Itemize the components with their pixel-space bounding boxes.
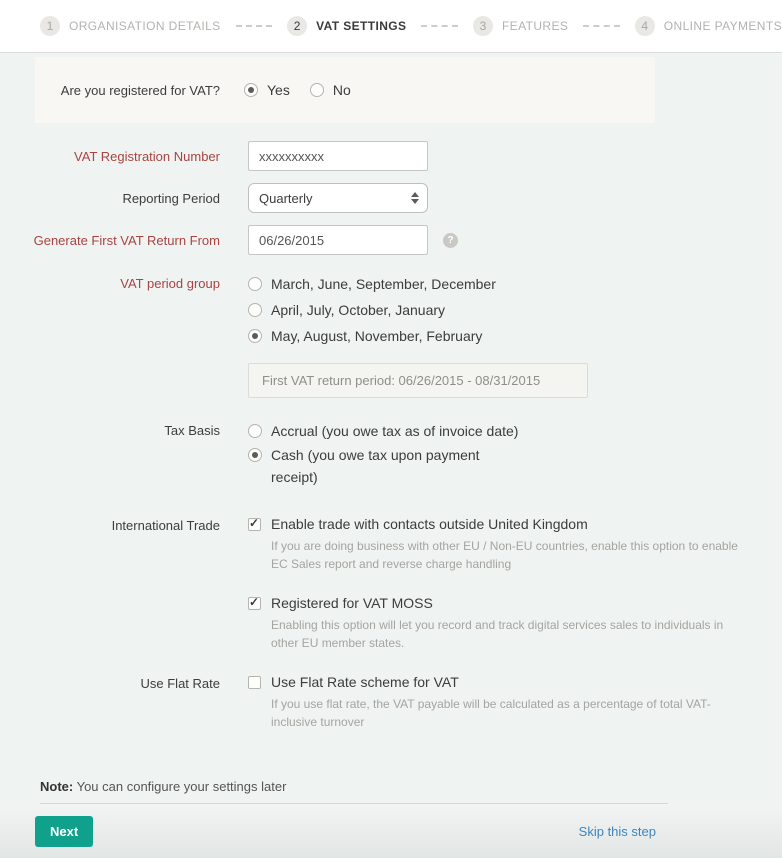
help-icon[interactable]: ? xyxy=(443,233,458,248)
step-connector-dash xyxy=(236,25,273,27)
step-label: ORGANISATION DETAILS xyxy=(69,19,221,33)
vat-period-may-radio[interactable] xyxy=(248,329,262,343)
flat-rate-option[interactable] xyxy=(248,674,741,690)
vat-period-group-row xyxy=(0,271,782,349)
vat-period-mar-radio[interactable] xyxy=(248,277,262,291)
step-label: VAT SETTINGS xyxy=(316,19,407,33)
vat-registration-number-row xyxy=(0,141,782,171)
vat-period-option-apr[interactable] xyxy=(248,297,496,323)
use-flat-rate-label: Use Flat Rate xyxy=(140,676,220,691)
tax-basis-label: Tax Basis xyxy=(164,423,220,438)
step-connector-dash xyxy=(583,25,620,27)
vat-period-apr-label: April, July, October, January xyxy=(271,302,446,318)
flat-rate-checkbox[interactable] xyxy=(248,676,261,689)
reporting-period-select[interactable] xyxy=(248,183,428,213)
vat-registered-yes-radio[interactable] xyxy=(244,83,258,97)
step-number-badge: 2 xyxy=(287,16,307,36)
vat-settings-form xyxy=(0,123,782,804)
tax-basis-row xyxy=(0,418,782,488)
first-vat-return-period-info: First VAT return period: 06/26/2015 - 08/31/2015 xyxy=(248,363,588,398)
step-number-badge: 4 xyxy=(635,16,655,36)
step-label: FEATURES xyxy=(501,19,569,33)
vat-registered-question-label: Are you registered for VAT? xyxy=(60,82,220,98)
step-connector-dash xyxy=(421,25,458,27)
enable-trade-checkbox[interactable] xyxy=(248,518,261,531)
tax-basis-cash-radio[interactable] xyxy=(248,448,262,462)
step-number-badge: 1 xyxy=(40,16,60,36)
vat-registered-no-radio[interactable] xyxy=(310,83,324,97)
note-text: You can configure your settings later xyxy=(73,779,287,794)
vat-registered-no-option[interactable] xyxy=(310,77,351,103)
tax-basis-accrual-radio[interactable] xyxy=(248,424,262,438)
stepper-step-organisation-details[interactable] xyxy=(40,16,221,36)
vat-moss-checkbox[interactable] xyxy=(248,597,261,610)
flat-rate-label: Use Flat Rate scheme for VAT xyxy=(271,674,459,690)
generate-first-vat-return-row xyxy=(0,225,782,255)
step-label: ONLINE PAYMENTS xyxy=(663,19,782,33)
vat-period-option-may[interactable] xyxy=(248,323,496,349)
vat-period-may-label: May, August, November, February xyxy=(271,328,483,344)
tax-basis-accrual-option[interactable] xyxy=(248,418,518,444)
vat-period-mar-label: March, June, September, December xyxy=(271,276,496,292)
tax-basis-cash-label: Cash (you owe tax upon payment receipt) xyxy=(271,447,480,485)
generate-first-vat-return-label: Generate First VAT Return From xyxy=(33,233,220,248)
stepper-step-vat-settings[interactable] xyxy=(287,16,406,36)
stepper-step-online-payments[interactable] xyxy=(635,16,782,36)
vat-period-apr-radio[interactable] xyxy=(248,303,262,317)
use-flat-rate-row xyxy=(0,674,782,753)
international-trade-label: International Trade xyxy=(111,518,220,533)
generate-first-vat-return-input[interactable] xyxy=(248,225,428,255)
reporting-period-row xyxy=(0,183,782,213)
vat-registered-question-band xyxy=(35,57,655,123)
vat-moss-option[interactable] xyxy=(248,595,741,611)
reporting-period-label: Reporting Period xyxy=(122,191,220,206)
vat-period-option-mar[interactable] xyxy=(248,271,496,297)
vat-moss-help-text: Enabling this option will let you record and track digital services sales to individuals in other EU member states. xyxy=(271,618,724,650)
vat-registration-number-label: VAT Registration Number xyxy=(74,149,220,164)
flat-rate-check-item xyxy=(248,674,741,731)
vat-moss-check-item xyxy=(248,595,741,652)
setup-stepper xyxy=(0,0,782,53)
footer-bar xyxy=(0,804,782,858)
enable-trade-check-item xyxy=(248,516,741,573)
flat-rate-help-text: If you use flat rate, the VAT payable will be calculated as a percentage of total VAT-inclusive turnover xyxy=(271,697,711,729)
skip-this-step-link[interactable]: Skip this step xyxy=(578,823,656,839)
note-label: Note: xyxy=(40,779,74,794)
step-number-badge: 3 xyxy=(473,16,493,36)
vat-registered-yes-label: Yes xyxy=(267,82,290,98)
international-trade-row xyxy=(0,516,782,674)
vat-registration-number-input[interactable] xyxy=(248,141,428,171)
next-button[interactable]: Next xyxy=(35,816,93,847)
note-row xyxy=(40,779,668,804)
vat-registered-no-label: No xyxy=(332,82,351,98)
enable-trade-option[interactable] xyxy=(248,516,741,532)
tax-basis-accrual-label: Accrual (you owe tax as of invoice date) xyxy=(271,423,519,439)
enable-trade-help-text: If you are doing business with other EU / Non-EU countries, enable this option to enable EC Sales report and reverse charge handling xyxy=(271,539,738,571)
enable-trade-label: Enable trade with contacts outside United Kingdom xyxy=(271,516,588,532)
tax-basis-cash-option[interactable] xyxy=(248,444,518,488)
vat-registered-yes-option[interactable] xyxy=(244,77,290,103)
vat-period-group-label: VAT period group xyxy=(120,276,220,291)
vat-moss-label: Registered for VAT MOSS xyxy=(271,595,433,611)
stepper-step-features[interactable] xyxy=(473,16,568,36)
